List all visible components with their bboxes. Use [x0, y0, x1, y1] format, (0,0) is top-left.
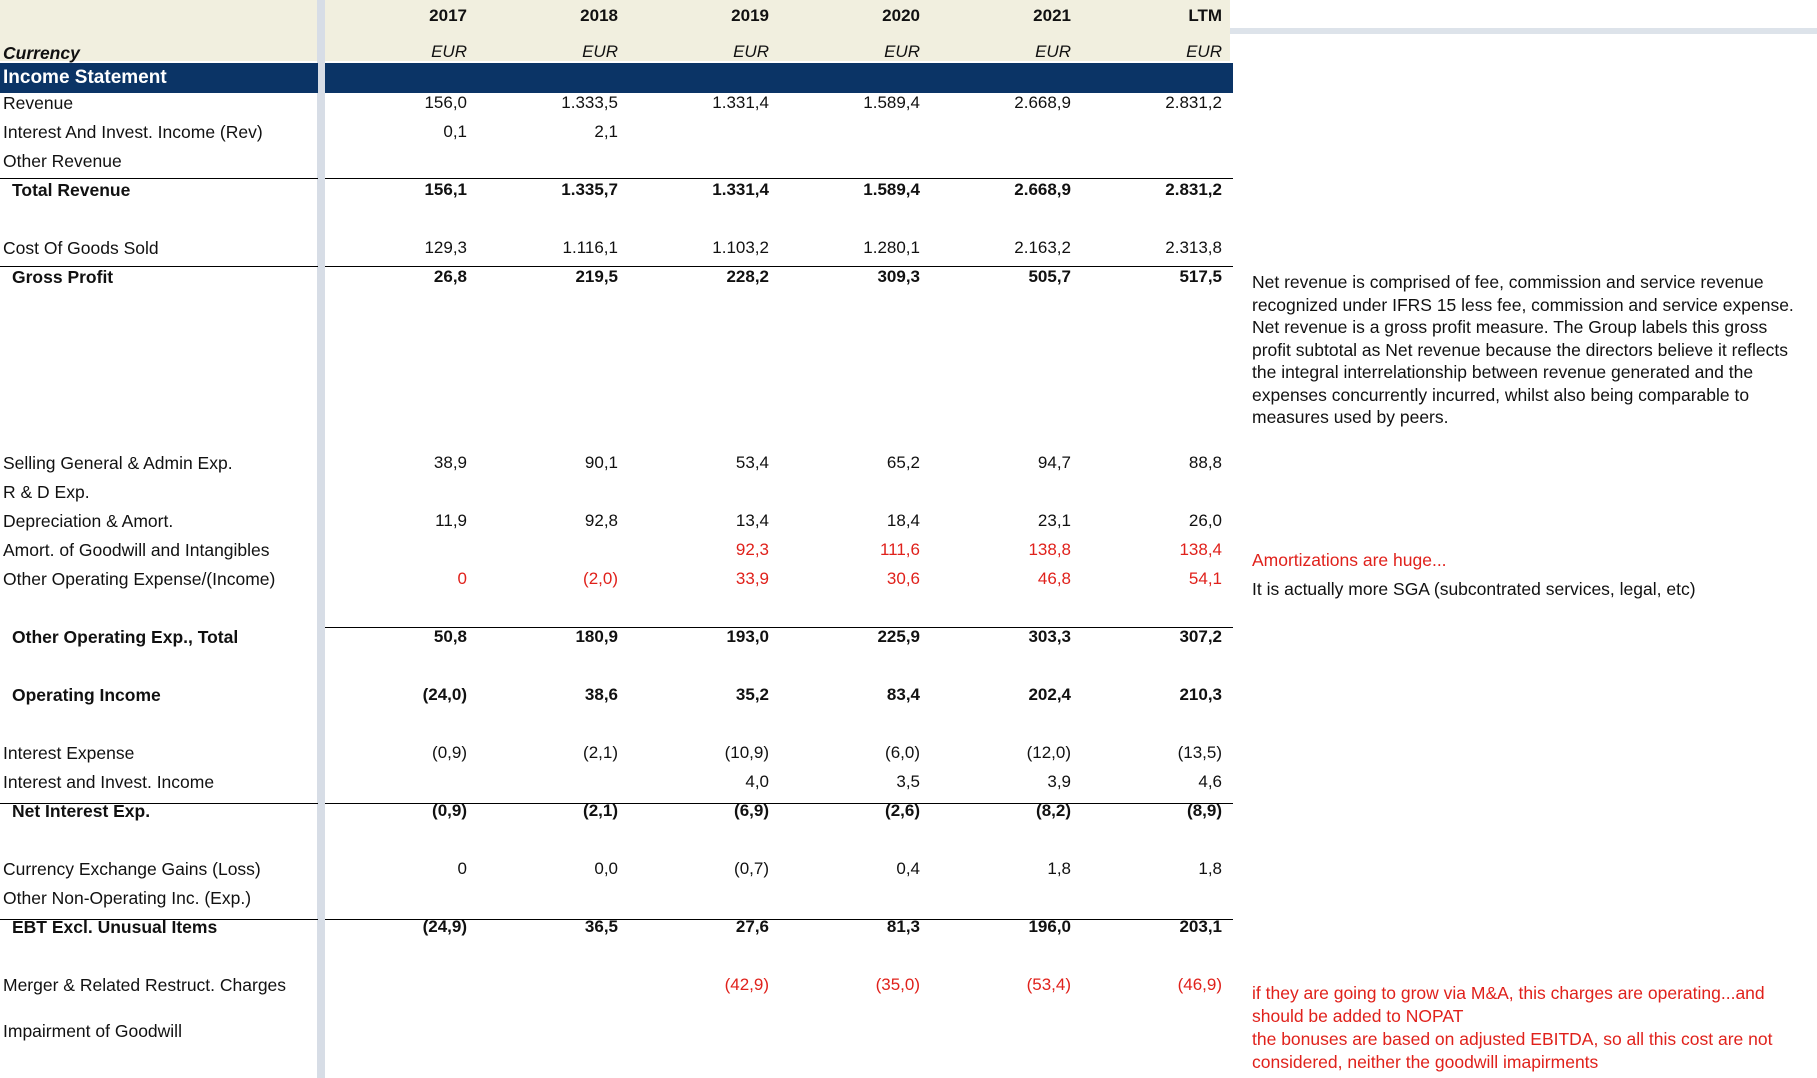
- value-cell: (12,0): [1026, 743, 1071, 762]
- value-cell: 90,1: [584, 453, 618, 472]
- note-other-opex: It is actually more SGA (subcontrated services, legal, etc): [1252, 579, 1696, 599]
- value-cell: 129,3: [424, 238, 467, 257]
- currency-header-5: EUR: [1186, 42, 1222, 61]
- header-extension-line: [1230, 28, 1817, 34]
- value-cell: 1.333,5: [561, 93, 618, 112]
- value-cell: 307,2: [1179, 627, 1222, 646]
- note-gross-profit: Net revenue is comprised of fee, commission and service revenue recognized under IFRS 15 less fee, commission and service expense. Net revenue is a gross profit measure. The Group labels this gross profit subtotal as Net revenue because the directors believe it reflects the integral interrelationship between revenue generated and the expenses concurrently incurred, whilst also being comparable to measures used by peers.: [1252, 272, 1794, 427]
- year-header-5: LTM: [1188, 6, 1222, 25]
- value-cell: 2.313,8: [1165, 238, 1222, 257]
- year-header-0: 2017: [429, 6, 467, 25]
- value-cell: (8,9): [1187, 801, 1222, 820]
- row-label: Interest and Invest. Income: [3, 772, 215, 792]
- currency-header-2: EUR: [733, 42, 769, 61]
- row-label: Selling General & Admin Exp.: [3, 453, 233, 473]
- value-cell: 2.831,2: [1165, 93, 1222, 112]
- row-label: Cost Of Goods Sold: [3, 238, 159, 258]
- value-cell: 0,0: [594, 859, 618, 878]
- row-label: Interest Expense: [3, 743, 135, 763]
- value-cell: 92,8: [584, 511, 618, 530]
- value-cell: 138,4: [1179, 540, 1222, 559]
- value-cell: 138,8: [1028, 540, 1071, 559]
- value-cell: 2.163,2: [1014, 238, 1071, 257]
- value-cell: 2,1: [594, 122, 618, 141]
- value-cell: (8,2): [1036, 801, 1071, 820]
- value-cell: (46,9): [1177, 975, 1222, 994]
- currency-header-3: EUR: [884, 42, 920, 61]
- value-cell: (35,0): [875, 975, 920, 994]
- value-cell: 3,5: [896, 772, 920, 791]
- value-cell: 81,3: [886, 917, 920, 936]
- value-cell: (24,9): [422, 917, 467, 936]
- value-cell: (6,9): [734, 801, 769, 820]
- value-cell: 0: [457, 859, 467, 878]
- value-cell: 1.589,4: [863, 180, 920, 199]
- value-cell: 13,4: [735, 511, 769, 530]
- value-cell: 11,9: [435, 511, 467, 530]
- value-cell: 303,3: [1028, 627, 1071, 646]
- row-label: EBT Excl. Unusual Items: [12, 917, 218, 937]
- row-label: Total Revenue: [12, 180, 131, 200]
- row-label: Other Operating Expense/(Income): [3, 569, 276, 589]
- value-cell: 193,0: [726, 627, 769, 646]
- row-label: Currency Exchange Gains (Loss): [3, 859, 261, 879]
- value-cell: 33,9: [735, 569, 769, 588]
- value-cell: (24,0): [422, 685, 467, 704]
- value-cell: 54,1: [1188, 569, 1222, 588]
- value-cell: 30,6: [886, 569, 920, 588]
- value-cell: 92,3: [735, 540, 769, 559]
- value-cell: (53,4): [1026, 975, 1071, 994]
- year-header-1: 2018: [580, 6, 618, 25]
- value-cell: 1.335,7: [561, 180, 618, 199]
- row-label: Revenue: [3, 93, 74, 113]
- value-cell: 26,8: [433, 267, 467, 286]
- label-rule: [0, 919, 318, 920]
- value-cell: 228,2: [726, 267, 769, 286]
- value-cell: 2.668,9: [1014, 180, 1071, 199]
- value-cell: 1,8: [1198, 859, 1222, 878]
- note-merger-bonuses: the bonuses are based on adjusted EBITDA, so all this cost are not considered, neither the goodwill imapirments: [1252, 1029, 1773, 1072]
- value-cell: 1,8: [1047, 859, 1071, 878]
- value-cell: 0: [457, 569, 467, 588]
- value-cell: (6,0): [885, 743, 920, 762]
- value-cell: 1.331,4: [712, 93, 769, 112]
- value-cell: 38,9: [433, 453, 467, 472]
- value-cell: 0,1: [443, 122, 467, 141]
- note-amortizations: Amortizations are huge...: [1252, 550, 1447, 570]
- value-cell: 26,0: [1188, 511, 1222, 530]
- value-cell: 219,5: [575, 267, 618, 286]
- row-label: R & D Exp.: [3, 482, 90, 502]
- subtotal-rule: [325, 919, 1233, 920]
- value-cell: 53,4: [735, 453, 769, 472]
- value-cell: 50,8: [433, 627, 467, 646]
- value-cell: 309,3: [877, 267, 920, 286]
- value-cell: 46,8: [1037, 569, 1071, 588]
- section-bar-right: [325, 63, 1233, 93]
- value-cell: 35,2: [735, 685, 769, 704]
- value-cell: 3,9: [1047, 772, 1071, 791]
- value-cell: 4,0: [745, 772, 769, 791]
- row-label: Gross Profit: [12, 267, 114, 287]
- value-cell: 156,1: [424, 180, 467, 199]
- value-cell: 38,6: [584, 685, 618, 704]
- value-cell: 18,4: [886, 511, 920, 530]
- value-cell: 1.331,4: [712, 180, 769, 199]
- value-cell: (2,1): [583, 743, 618, 762]
- value-cell: 505,7: [1028, 267, 1071, 286]
- section-title: Income Statement: [3, 67, 167, 88]
- value-cell: (2,0): [583, 569, 618, 588]
- value-cell: (13,5): [1177, 743, 1222, 762]
- value-cell: 88,8: [1188, 453, 1222, 472]
- value-cell: 36,5: [584, 917, 618, 936]
- value-cell: 210,3: [1179, 685, 1222, 704]
- currency-header-0: EUR: [431, 42, 467, 61]
- subtotal-rule: [325, 178, 1233, 179]
- year-header-3: 2020: [882, 6, 920, 25]
- row-label: Depreciation & Amort.: [3, 511, 174, 531]
- currency-label: Currency: [3, 43, 80, 63]
- year-header-4: 2021: [1033, 6, 1071, 25]
- row-label: Net Interest Exp.: [12, 801, 151, 821]
- row-label: Other Revenue: [3, 151, 122, 171]
- value-cell: 203,1: [1179, 917, 1222, 936]
- value-cell: 1.116,1: [562, 238, 618, 257]
- value-cell: 4,6: [1198, 772, 1222, 791]
- subtotal-rule: [325, 266, 1233, 267]
- value-cell: (0,7): [734, 859, 769, 878]
- value-cell: 180,9: [575, 627, 618, 646]
- value-cell: 1.589,4: [863, 93, 920, 112]
- value-cell: 65,2: [886, 453, 920, 472]
- value-cell: 23,1: [1037, 511, 1071, 530]
- value-cell: 225,9: [877, 627, 920, 646]
- subtotal-rule: [325, 803, 1233, 804]
- value-cell: 156,0: [424, 93, 467, 112]
- value-cell: (10,9): [724, 743, 769, 762]
- value-cell: 196,0: [1028, 917, 1071, 936]
- value-cell: 517,5: [1179, 267, 1222, 286]
- label-rule: [0, 178, 318, 179]
- value-cell: 94,7: [1037, 453, 1071, 472]
- value-cell: 2.831,2: [1165, 180, 1222, 199]
- value-cell: (0,9): [432, 743, 467, 762]
- value-cell: (2,6): [885, 801, 920, 820]
- value-cell: (42,9): [724, 975, 769, 994]
- label-rule: [0, 803, 318, 804]
- row-label: Interest And Invest. Income (Rev): [3, 122, 263, 142]
- value-cell: 1.103,2: [712, 238, 769, 257]
- row-label: Amort. of Goodwill and Intangibles: [3, 540, 270, 560]
- currency-header-4: EUR: [1035, 42, 1071, 61]
- currency-header-1: EUR: [582, 42, 618, 61]
- value-cell: (0,9): [432, 801, 467, 820]
- row-label: Other Operating Exp., Total: [12, 627, 239, 647]
- value-cell: 111,6: [879, 540, 920, 559]
- value-cell: 1.280,1: [863, 238, 920, 257]
- value-cell: 202,4: [1028, 685, 1071, 704]
- year-header-2: 2019: [731, 6, 769, 25]
- label-rule: [0, 266, 318, 267]
- value-cell: (2,1): [583, 801, 618, 820]
- value-cell: 83,4: [886, 685, 920, 704]
- row-label: Merger & Related Restruct. Charges: [3, 975, 287, 995]
- value-cell: 27,6: [735, 917, 769, 936]
- row-label: Other Non-Operating Inc. (Exp.): [3, 888, 252, 908]
- value-cell: 2.668,9: [1014, 93, 1071, 112]
- row-label: Impairment of Goodwill: [3, 1021, 182, 1041]
- column-separator: [317, 0, 325, 1078]
- value-cell: 0,4: [896, 859, 920, 878]
- row-label: Operating Income: [12, 685, 161, 705]
- note-merger-nopat: if they are going to grow via M&A, this charges are operating...and should be added to NOPAT: [1252, 983, 1765, 1026]
- subtotal-rule: [325, 627, 1233, 628]
